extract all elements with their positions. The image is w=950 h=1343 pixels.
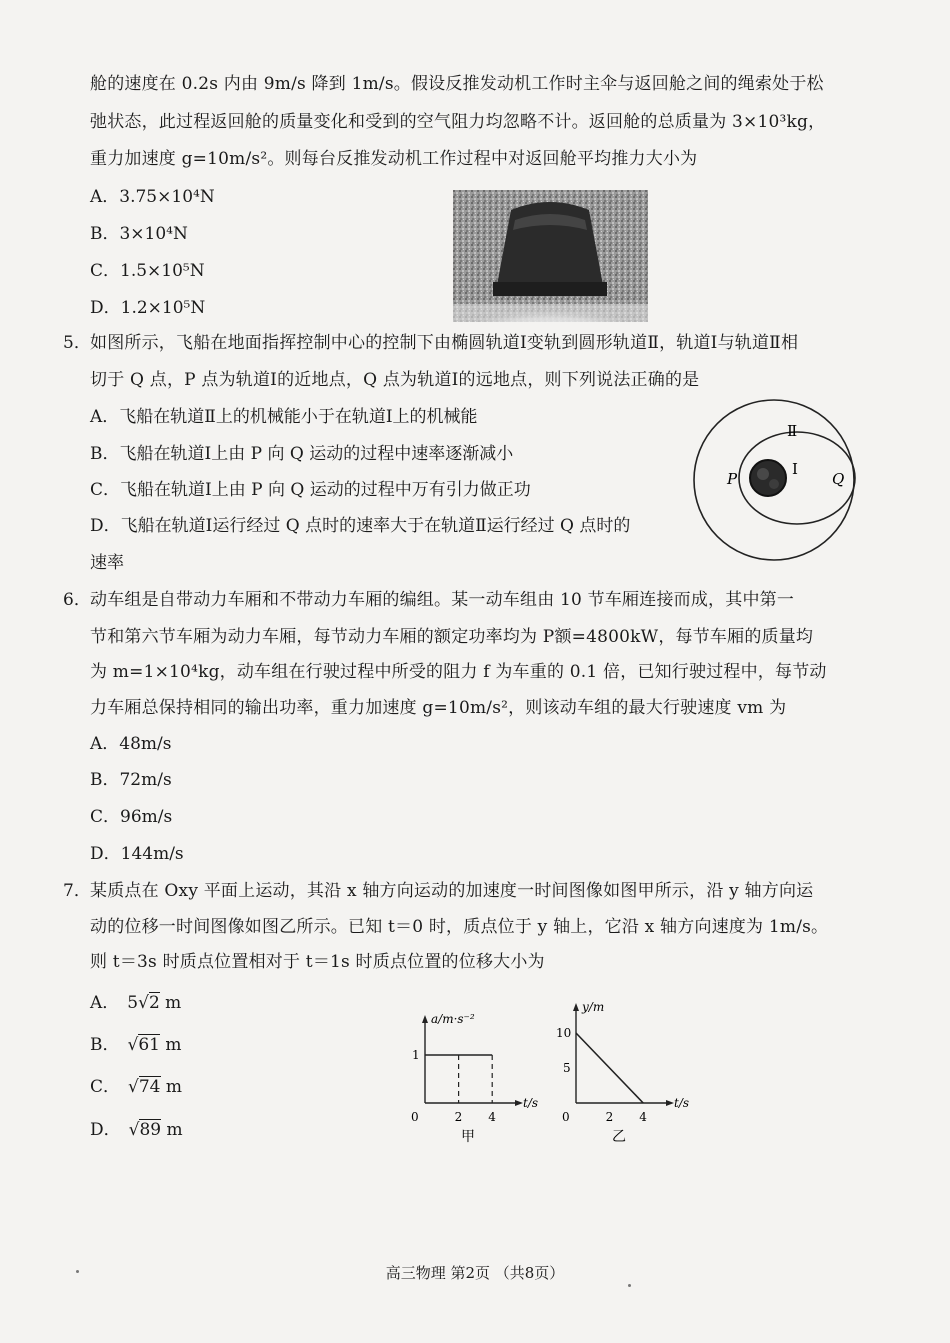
q5-stem-line-2: 切于 Q 点，P 点为轨道Ⅰ的近地点，Q 点为轨道Ⅰ的远地点，则下列说法正确的是 — [90, 370, 700, 390]
q4-option-d[interactable]: D．1.2×10⁵N — [90, 298, 206, 318]
x-tick-label: 0 — [411, 1110, 419, 1124]
y-tick-label: 1 — [412, 1048, 420, 1062]
q4-stem-line-3: 重力加速度 g=10m/s²。则每台反推发动机工作过程中对返回舱平均推力大小为 — [90, 149, 698, 169]
sqrt-radicand: 2 — [148, 993, 160, 1013]
orbit-diagram — [690, 396, 860, 566]
series-line — [576, 1033, 643, 1103]
y-tick-label: 5 — [563, 1061, 571, 1075]
chart-title: 甲 — [461, 1129, 475, 1145]
q4-option-b[interactable]: B．3×10⁴N — [90, 224, 188, 244]
q7-option-d[interactable] — [90, 1118, 183, 1142]
option-letter: B． — [90, 1035, 120, 1055]
sqrt-radicand: 61 — [138, 1035, 160, 1055]
earth — [750, 460, 786, 496]
q5-option-c[interactable]: C．飞船在轨道Ⅰ上由 P 向 Q 运动的过程中万有引力做正功 — [90, 480, 531, 500]
sqrt-sign: √ — [127, 1035, 139, 1055]
q6-option-c[interactable]: C．96m/s — [90, 807, 173, 827]
q7-stem-line-3: 则 t＝3s 时质点位置相对于 t＝1s 时质点位置的位移大小为 — [90, 952, 545, 972]
q5-option-d-continuation: 速率 — [90, 553, 124, 573]
scan-speck — [628, 1284, 631, 1287]
x-tick-label: 2 — [454, 1110, 463, 1124]
q5-option-a[interactable]: A．飞船在轨道Ⅱ上的机械能小于在轨道Ⅰ上的机械能 — [90, 407, 478, 427]
q4-option-a[interactable]: A．3.75×10⁴N — [90, 187, 215, 207]
label-orbit-i: Ⅰ — [792, 460, 798, 478]
q7-option-c[interactable] — [90, 1075, 182, 1099]
q6-stem-line-2: 节和第六节车厢为动力车厢，每节动力车厢的额定功率均为 P额=4800kW，每节车厢的质量均 — [90, 627, 814, 647]
x-axis-arrow — [515, 1100, 523, 1106]
q7-stem-line-2: 动的位移一时间图像如图乙所示。已知 t＝0 时，质点位于 y 轴上，它沿 x 轴方向速度为 1m/s。 — [90, 917, 829, 937]
x-axis-label: t/s — [674, 1096, 690, 1110]
option-unit: m — [161, 1120, 183, 1140]
option-unit: m — [159, 993, 182, 1013]
page-footer: 高三物理 第2页 （共8页） — [385, 1264, 565, 1282]
q5-number: 5． — [63, 333, 91, 353]
sqrt-radicand: 74 — [138, 1077, 161, 1097]
q7-option-b[interactable] — [90, 1033, 182, 1057]
chart-yi-displacement-time — [550, 995, 700, 1145]
x-tick-label: 0 — [562, 1110, 570, 1124]
x-axis-label: t/s — [523, 1096, 539, 1110]
label-q: Q — [832, 470, 845, 488]
q5-option-b[interactable]: B．飞船在轨道Ⅰ上由 P 向 Q 运动的过程中速率逐渐减小 — [90, 444, 514, 464]
x-tick-label: 2 — [605, 1110, 614, 1124]
y-axis-arrow — [422, 1015, 428, 1023]
sqrt-radicand: 89 — [139, 1120, 162, 1140]
q7-stem-line-1: 某质点在 Oxy 平面上运动，其沿 x 轴方向运动的加速度一时间图像如图甲所示，沿 y 轴方向运 — [90, 881, 814, 901]
q6-stem-line-3: 为 m=1×10⁴kg，动车组在行驶过程中所受的阻力 f 为车重的 0.1 倍，已知行驶过程中，每节动 — [90, 662, 827, 682]
scan-speck — [76, 1270, 79, 1273]
y-tick-label: 10 — [556, 1026, 572, 1040]
q7-number: 7． — [63, 881, 91, 901]
q7-option-a[interactable] — [90, 991, 181, 1015]
q4-stem-line-1: 舱的速度在 0.2s 内由 9m/s 降到 1m/s。假设反推发动机工作时主伞与返回舱之间的绳索处于松 — [90, 74, 824, 94]
q5-stem-line-1: 如图所示，飞船在地面指挥控制中心的控制下由椭圆轨道Ⅰ变轨到圆形轨道Ⅱ，轨道Ⅰ与轨道Ⅱ相 — [90, 333, 799, 353]
label-orbit-ii: Ⅱ — [787, 422, 798, 440]
x-tick-label: 4 — [639, 1110, 647, 1124]
sqrt-sign: √ — [138, 993, 149, 1013]
q6-stem-line-1: 动车组是自带动力车厢和不带动力车厢的编组。某一动车组由 10 节车厢连接而成，其中第一 — [90, 590, 795, 610]
q6-option-b[interactable]: B．72m/s — [90, 770, 172, 790]
return-capsule-photo — [453, 190, 648, 322]
chart-jia-acceleration-time — [398, 995, 548, 1145]
x-tick-label: 4 — [488, 1110, 496, 1124]
sqrt-sign: √ — [128, 1077, 139, 1097]
y-axis-label: a/m·s⁻² — [431, 1012, 475, 1026]
q4-option-c[interactable]: C．1.5×10⁵N — [90, 261, 205, 281]
option-letter: C． — [90, 1077, 121, 1097]
q6-option-d[interactable]: D．144m/s — [90, 844, 184, 864]
label-p: P — [727, 470, 738, 488]
chart-title: 乙 — [612, 1129, 626, 1145]
option-letter: A． — [90, 993, 120, 1013]
option-letter: D． — [90, 1120, 121, 1140]
q6-number: 6． — [63, 590, 91, 610]
x-axis-arrow — [666, 1100, 674, 1106]
option-unit: m — [159, 1035, 182, 1055]
y-axis-arrow — [573, 1003, 579, 1011]
y-axis-label: y/m — [582, 1000, 605, 1014]
q4-stem-line-2: 弛状态，此过程返回舱的质量变化和受到的空气阻力均忽略不计。返回舱的总质量为 3×10³kg， — [90, 112, 826, 132]
option-coefficient: 5 — [127, 993, 139, 1013]
q6-stem-line-4: 力车厢总保持相同的输出功率，重力加速度 g=10m/s²，则该动车组的最大行驶速度 vm 为 — [90, 698, 787, 718]
q5-option-d[interactable]: D．飞船在轨道Ⅰ运行经过 Q 点时的速率大于在轨道Ⅱ运行经过 Q 点时的 — [90, 516, 631, 536]
option-unit: m — [160, 1077, 183, 1097]
q6-option-a[interactable]: A．48m/s — [90, 734, 172, 754]
sqrt-sign: √ — [128, 1120, 140, 1140]
